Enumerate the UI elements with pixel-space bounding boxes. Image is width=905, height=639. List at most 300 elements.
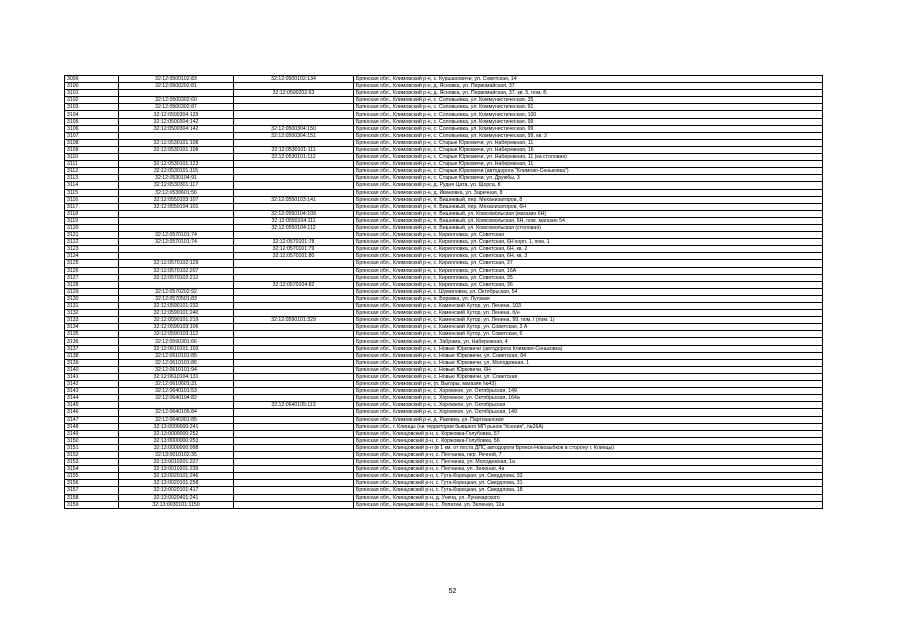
related-cadastral-number-cell [234,437,354,444]
cadastral-number-cell: 32:13:0000000:241 [119,423,234,430]
table-row [65,260,823,267]
row-number-cell: 3154 [65,466,119,473]
row-number-cell: 3129 [65,288,119,295]
row-number-cell: 3107 [65,132,119,139]
related-cadastral-number-cell [234,303,354,310]
table-row [65,303,823,310]
cadastral-number-cell: 32:13:0010102:35 [119,451,234,458]
related-cadastral-number-cell [234,168,354,175]
cadastral-number-cell: 32:13:0000000:998 [119,444,234,451]
table-row [65,310,823,317]
cadastral-number-cell: 32:13:0020101:246 [119,473,234,480]
address-cell: Брянская обл., Климовский р-н, с. Соловьевка, ул. Коммунистическая, 100 [354,111,823,118]
table-row [65,154,823,161]
row-number-cell: 3112 [65,168,119,175]
table-row [65,104,823,111]
address-cell: Брянская обл., Климовский р-н, с. Соловьевка, ул. Коммунистическая, 91 [354,104,823,111]
table-row [65,90,823,97]
table-row [65,444,823,451]
table-row [65,125,823,132]
row-number-cell: 3144 [65,395,119,402]
row-number-cell: 3156 [65,480,119,487]
table-row [65,487,823,494]
address-cell: Брянская обл., Климовский р-н, п. Забрама, ул. Набережная, 4 [354,338,823,345]
row-number-cell: 3126 [65,267,119,274]
row-number-cell: 3147 [65,416,119,423]
row-number-cell: 3148 [65,423,119,430]
cadastral-number-cell: 32:12:0640101:53 [119,388,234,395]
table-row [65,331,823,338]
cadastral-number-cell: 32:12:0500304:129 [119,111,234,118]
cadastral-number-cell: 32:12:0570102:207 [119,267,234,274]
address-cell: Брянская обл., Климовский р-н, п. Вишневый, ул. Комсомольская (магазин 6Н) [354,210,823,217]
row-number-cell: 3142 [65,381,119,388]
cadastral-number-cell: 32:12:0570101:74 [119,232,234,239]
related-cadastral-number-cell [234,104,354,111]
table-row [65,182,823,189]
address-cell: Брянская обл., Климовский р-н, с. Старые Юрковичи, ул. Набережная, 11 (ка столовая) [354,154,823,161]
row-number-cell: 3110 [65,154,119,161]
row-number-cell: 3138 [65,352,119,359]
related-cadastral-number-cell [234,366,354,373]
page-number: 52 [448,588,457,595]
address-cell: Брянская обл., Климовский р-н, с. Старые Юрковичи, ул. Дружбы, 3 [354,175,823,182]
address-cell: Брянская обл., Климовский р-н, д. Ивановка, ул. Заречная, 8 [354,189,823,196]
related-cadastral-number-cell [234,175,354,182]
related-cadastral-number-cell [234,416,354,423]
related-cadastral-number-cell [234,267,354,274]
address-cell: Брянская обл., Климовский р-н, с. Старые Юрковичи, ул. Набережная, 11 [354,161,823,168]
registry-sheet [64,75,823,509]
cadastral-number-cell: 32:12:0570101:74 [119,239,234,246]
table-row [65,274,823,281]
row-number-cell: 3143 [65,388,119,395]
table-row [65,232,823,239]
table-row [65,111,823,118]
related-cadastral-number-cell: 32:12:0530101:111 [234,146,354,153]
related-cadastral-number-cell [234,189,354,196]
table-row [65,210,823,217]
table-row [65,168,823,175]
address-cell: Брянская обл., Климовский р-н, (п. Выгоры, магазин №43) [354,381,823,388]
related-cadastral-number-cell [234,473,354,480]
related-cadastral-number-cell [234,161,354,168]
address-cell: Брянская обл., Клинцовский р-н, с. Гута-Корецкая, ул. Свердлова, 18 [354,487,823,494]
row-number-cell: 3120 [65,224,119,231]
related-cadastral-number-cell: 32:12:0550104:112 [234,224,354,231]
address-cell: Брянская обл., Климовский р-н, с. Каменский Хутор, ул. Ленина, 99, пом. I (пом. 1) [354,317,823,324]
address-cell: Брянская обл., Климовский р-н, с. Старые Юрковичи, ул. Набережная, 16 [354,146,823,153]
table-row [65,359,823,366]
cadastral-number-cell: 32:12:0570102:129 [119,260,234,267]
table-row [65,402,823,409]
cadastral-number-cell: 32:12:0610101:86 [119,359,234,366]
table-row [65,430,823,437]
address-cell: Брянская обл., Клинцовский р-н, с. Коржовка-Голубовка, 56 [354,437,823,444]
cadastral-number-cell: 32:12:0500202:81 [119,83,234,90]
address-cell: Брянская обл., Климовский р-н, с. Кирилловка, ул. Советская, 6Н, кв. 3 [354,253,823,260]
row-number-cell: 3137 [65,345,119,352]
row-number-cell: 3099 [65,76,119,83]
address-cell: Брянская обл., Климовский р-н, с. Кирилловка, ул. Советская [354,232,823,239]
address-cell: Брянская обл., Климовский р-н, с. Соловьевка, ул. Коммунистическая, 99 [354,118,823,125]
row-number-cell: 3105 [65,118,119,125]
table-row [65,132,823,139]
related-cadastral-number-cell: 32:12:0550104:111 [234,217,354,224]
row-number-cell: 3151 [65,444,119,451]
address-cell: Брянская обл., Клинцовский р-н, с. Гута-Корецкая, ул. Свердлова, 33 [354,473,823,480]
table-row [65,76,823,83]
cadastral-number-cell: 32:12:0610101:85 [119,352,234,359]
cadastral-number-cell: 32:12:0610101:103 [119,345,234,352]
row-number-cell: 3139 [65,359,119,366]
cadastral-number-cell: 32:12:0590101:232 [119,303,234,310]
address-cell: Брянская обл., Климовский р-н, с. Хоромное, ул. Октябрьская, 149 [354,409,823,416]
row-number-cell: 3113 [65,175,119,182]
row-number-cell: 3106 [65,125,119,132]
row-number-cell: 3104 [65,111,119,118]
cadastral-number-cell: 32:13:0010201:227 [119,459,234,466]
cadastral-number-cell [119,402,234,409]
cadastral-number-cell: 32:12:0530101:108 [119,146,234,153]
related-cadastral-number-cell [234,494,354,501]
cadastral-number-cell [119,281,234,288]
related-cadastral-number-cell [234,359,354,366]
row-number-cell: 3155 [65,473,119,480]
address-cell: Брянская обл., Климовский р-н, д. Рудня Цата, ул. Щорса, 8 [354,182,823,189]
row-number-cell: 3111 [65,161,119,168]
table-row [65,224,823,231]
table-row [65,118,823,125]
address-cell: Брянская обл., Климовский р-н, с. Каменский Хутор, ул. Советская, 6 [354,331,823,338]
address-cell: Брянская обл., Клинцовский р-н, с. Песчанка, пер. Речной, 7 [354,451,823,458]
table-row [65,267,823,274]
address-cell: Брянская обл., Клинцовский р-н, с. Лопатни, ул. Зеленая, 12а [354,501,823,508]
related-cadastral-number-cell: 32:12:0570101:78 [234,239,354,246]
cadastral-number-cell: 32:12:0500302:60 [119,97,234,104]
cadastral-number-cell [119,246,234,253]
address-cell: Брянская обл., Климовский р-н, с. Кирилловка, ул. Советская, 6Н корп. 1, пом. 1 [354,239,823,246]
row-number-cell: 3102 [65,97,119,104]
cadastral-number-cell: 32:13:0020101:258 [119,480,234,487]
table-row [65,253,823,260]
row-number-cell: 3124 [65,253,119,260]
address-cell: Брянская обл., Климовский р-н, с. Старые Юрковичи, ул. Набережная, 11 [354,139,823,146]
table-row [65,409,823,416]
related-cadastral-number-cell [234,451,354,458]
cadastral-number-cell [119,90,234,97]
row-number-cell: 3123 [65,246,119,253]
row-number-cell: 3149 [65,430,119,437]
related-cadastral-number-cell [234,487,354,494]
row-number-cell: 3140 [65,366,119,373]
address-cell: Брянская обл., Климовский р-н, п. Вишневый, пер. Механизаторов, 8 [354,196,823,203]
cadastral-number-cell: 32:12:0530101:123 [119,161,234,168]
related-cadastral-number-cell: 32:12:0500202:63 [234,90,354,97]
row-number-cell: 3119 [65,217,119,224]
address-cell: Брянская обл., Клинцовский р-н, с. Песчанка, ул. Зеленая, 4а [354,466,823,473]
cadastral-number-cell: 32:12:0530104:91 [119,175,234,182]
table-row [65,97,823,104]
row-number-cell: 3100 [65,83,119,90]
cadastral-number-cell: 32:12:0500102:83 [119,76,234,83]
related-cadastral-number-cell: 32:12:0530101:112 [234,154,354,161]
row-number-cell: 3118 [65,210,119,217]
address-cell: Брянская обл., Климовский р-н, п. Боровка, ул. Луговая [354,295,823,302]
related-cadastral-number-cell [234,324,354,331]
related-cadastral-number-cell [234,274,354,281]
table-row [65,295,823,302]
row-number-cell: 3121 [65,232,119,239]
address-cell: Брянская обл., Климовский р-н, п. Вишневый, ул. Комсомольская (столовая) [354,224,823,231]
cadastral-number-cell: 32:13:0000000:252 [119,430,234,437]
related-cadastral-number-cell: 32:12:0590101:329 [234,317,354,324]
related-cadastral-number-cell [234,260,354,267]
cadastral-number-cell: 32:12:0530301:117 [119,182,234,189]
row-number-cell: 3130 [65,295,119,302]
cadastral-number-cell [119,132,234,139]
related-cadastral-number-cell [234,444,354,451]
cadastral-number-cell: 32:12:0570102:212 [119,274,234,281]
row-number-cell: 3153 [65,459,119,466]
table-row [65,324,823,331]
cadastral-number-cell: 32:13:0020101:417 [119,487,234,494]
table-row [65,338,823,345]
related-cadastral-number-cell: 32:12:0570101:80 [234,253,354,260]
related-cadastral-number-cell [234,373,354,380]
address-cell: Брянская обл., Клинцовский р-н (в 1 км. от поста ДПС автодороги Брянск-Новозыбков в сторону г. Клинцы) [354,444,823,451]
table-row [65,175,823,182]
cadastral-number-cell: 32:12:0570501:83 [119,295,234,302]
row-number-cell: 3159 [65,501,119,508]
row-number-cell: 3109 [65,146,119,153]
related-cadastral-number-cell [234,310,354,317]
related-cadastral-number-cell: 32:12:0570104:82 [234,281,354,288]
table-row [65,217,823,224]
cadastral-number-cell: 32:12:0640105:84 [119,409,234,416]
row-number-cell: 3108 [65,139,119,146]
cadastral-number-cell: 32:12:0590101:240 [119,310,234,317]
table-row [65,501,823,508]
row-number-cell: 3146 [65,409,119,416]
cadastral-number-cell: 32:12:0610104:131 [119,373,234,380]
row-number-cell: 3136 [65,338,119,345]
cadastral-number-cell [119,210,234,217]
cadastral-number-cell: 32:12:0590103:112 [119,331,234,338]
cadastral-number-cell: 32:13:0010201:239 [119,466,234,473]
table-row [65,473,823,480]
row-number-cell: 3115 [65,189,119,196]
related-cadastral-number-cell [234,288,354,295]
address-cell: Брянская обл., Климовский р-н, с. Куршановичи, ул. Советская, 14 [354,76,823,83]
cadastral-number-cell: 32:12:0590101:219 [119,317,234,324]
table-row [65,388,823,395]
table-row [65,395,823,402]
cadastral-number-cell [119,154,234,161]
related-cadastral-number-cell: 32:12:0500304:150 [234,125,354,132]
address-cell: Брянская обл., Климовский р-н, с. Шумиловка, ул. Октябрьская, 54 [354,288,823,295]
address-cell: Брянская обл., Климовский р-н, с. Кирилловка, ул. Советская, 37 [354,260,823,267]
related-cadastral-number-cell [234,480,354,487]
address-cell: Брянская обл., Климовский р-н, с. Кирилловка, ул. Советская, 6Н, кв. 2 [354,246,823,253]
row-number-cell: 3103 [65,104,119,111]
row-number-cell: 3131 [65,303,119,310]
related-cadastral-number-cell: 32:12:0640105:113 [234,402,354,409]
related-cadastral-number-cell [234,352,354,359]
address-cell: Брянская обл., Климовский р-н, с. Хоромное, ул. Октябрьская, 149 [354,388,823,395]
address-cell: Брянская обл., Климовский р-н, с. Каменский Хутор, ул. Ленина, б/н [354,310,823,317]
table-row [65,239,823,246]
cadastral-number-cell: 32:12:0590301:66 [119,338,234,345]
address-cell: Брянская обл., Климовский р-н, п. Вишневый, ул. Комсомольская, 6Н, пом. магазин 54 [354,217,823,224]
table-row [65,459,823,466]
table-row [65,437,823,444]
related-cadastral-number-cell: 32:12:0500102:134 [234,76,354,83]
address-cell: Брянская обл., Клинцовский р-н, с. Песчанка, ул. Молодежная, 1а [354,459,823,466]
address-cell: Брянская обл., Климовский р-н, п. Вишневый, пер. Механизаторов, 6Н [354,203,823,210]
related-cadastral-number-cell [234,338,354,345]
cadastral-number-cell [119,253,234,260]
address-cell: Брянская обл., Клинцовский р-н, д. Унеча, ул. Луначарского [354,494,823,501]
row-number-cell: 3145 [65,402,119,409]
related-cadastral-number-cell [234,203,354,210]
table-row [65,317,823,324]
address-cell: Брянская обл., Климовский р-н, с. Хоромное, ул. Октябрьская, 164а [354,395,823,402]
address-cell: Брянская обл., Климовский р-н, с. Новые Юрковичи, 6Н [354,366,823,373]
address-cell: Брянская обл., Климовский р-н, д. Ясновка, ул. Первомайская, 37, кв. 5, пом. Б [354,90,823,97]
row-number-cell: 3132 [65,310,119,317]
table-row [65,480,823,487]
cadastral-number-cell: 32:12:0640301:85 [119,416,234,423]
registry-table-body [65,76,823,509]
row-number-cell: 3152 [65,451,119,458]
related-cadastral-number-cell [234,232,354,239]
related-cadastral-number-cell [234,83,354,90]
address-cell: Брянская обл., Климовский р-н, с. Старые Юрковичи (автодорога "Климово-Сеньковка") [354,168,823,175]
table-row [65,381,823,388]
address-cell: Брянская обл., Климовский р-н, с. Новые Юрковичи (автодорога Климово-Сеньковка) [354,345,823,352]
cadastral-number-cell: 32:12:0590103:106 [119,324,234,331]
address-cell: Брянская обл., Климовский р-н, с. Новые Юрковичи, ул. Молодежная, 1 [354,359,823,366]
row-number-cell: 3117 [65,203,119,210]
related-cadastral-number-cell [234,430,354,437]
related-cadastral-number-cell [234,295,354,302]
cadastral-number-cell: 32:12:0500304:142 [119,118,234,125]
cadastral-number-cell: 32:13:0030101:1150 [119,501,234,508]
cadastral-number-cell: 32:12:0500302:87 [119,104,234,111]
table-row [65,139,823,146]
related-cadastral-number-cell [234,118,354,125]
table-row [65,203,823,210]
cadastral-number-cell: 32:12:0570202:92 [119,288,234,295]
cadastral-number-cell: 32:12:0610101:94 [119,366,234,373]
row-number-cell: 3101 [65,90,119,97]
cadastral-number-cell: 32:12:0530101:115 [119,168,234,175]
table-row [65,366,823,373]
table-row [65,373,823,380]
related-cadastral-number-cell [234,139,354,146]
row-number-cell: 3127 [65,274,119,281]
related-cadastral-number-cell: 32:12:0550103:141 [234,196,354,203]
address-cell: Брянская обл., Климовский р-н, с. Новые Юрковичи, ул. Советская [354,373,823,380]
row-number-cell: 3125 [65,260,119,267]
related-cadastral-number-cell: 32:12:0550104:109 [234,210,354,217]
address-cell: Брянская обл., Климовский р-н, д. Раковка, ул. Партизанская [354,416,823,423]
table-row [65,352,823,359]
row-number-cell: 3158 [65,494,119,501]
address-cell: Брянская обл., Клинцовский р-н, с. Гута-Корецкая, ул. Свердлова, 31 [354,480,823,487]
address-cell: Брянская обл., Климовский р-н, д. Ясновка, ул. Первомайская, 37 [354,83,823,90]
row-number-cell: 3116 [65,196,119,203]
table-row [65,494,823,501]
cadastral-number-cell: 32:12:0530601:56 [119,189,234,196]
address-cell: Брянская обл., Климовский р-н, с. Новые Юрковичи, ул. Советская, 84 [354,352,823,359]
address-cell: Брянская обл., г. Клинцы (на территории бывшего МП рынок "Ксения", №26А) [354,423,823,430]
related-cadastral-number-cell [234,381,354,388]
table-row [65,345,823,352]
related-cadastral-number-cell [234,388,354,395]
table-row [65,281,823,288]
cadastral-number-cell [119,217,234,224]
address-cell: Брянская обл., Клинцовский р-н, с. Коржовка-Голубовка, 57 [354,430,823,437]
table-row [65,423,823,430]
related-cadastral-number-cell [234,111,354,118]
table-row [65,288,823,295]
address-cell: Брянская обл., Климовский р-н, с. Кирилловка, ул. Советская, 36 [354,281,823,288]
row-number-cell: 3141 [65,373,119,380]
related-cadastral-number-cell [234,466,354,473]
related-cadastral-number-cell: 32:12:0500304:151 [234,132,354,139]
row-number-cell: 3133 [65,317,119,324]
row-number-cell: 3122 [65,239,119,246]
address-cell: Брянская обл., Климовский р-н, с. Каменский Хутор, ул. Ленина, 103 [354,303,823,310]
table-row [65,189,823,196]
related-cadastral-number-cell [234,97,354,104]
row-number-cell: 3114 [65,182,119,189]
row-number-cell: 3150 [65,437,119,444]
row-number-cell: 3134 [65,324,119,331]
table-row [65,416,823,423]
address-cell: Брянская обл., Климовский р-н, с. Соловьевка, ул. Коммунистическая, 99 [354,125,823,132]
cadastral-number-cell [119,224,234,231]
related-cadastral-number-cell: 32:12:0570101:79 [234,246,354,253]
address-cell: Брянская обл., Климовский р-н, с. Каменский Хутор, ул. Советская, 3 А [354,324,823,331]
cadastral-number-cell: 32:12:0550103:107 [119,196,234,203]
related-cadastral-number-cell [234,345,354,352]
cadastral-number-cell: 32:12:0550104:101 [119,203,234,210]
related-cadastral-number-cell [234,182,354,189]
cadastral-number-cell: 32:12:0640104:82 [119,395,234,402]
row-number-cell: 3157 [65,487,119,494]
address-cell: Брянская обл., Климовский р-н, с. Кирилловка, ул. Советская, 16А [354,267,823,274]
table-row [65,196,823,203]
table-row [65,466,823,473]
cadastral-number-cell: 32:12:0500304:142 [119,125,234,132]
cadastral-number-cell: 32:12:0610601:31 [119,381,234,388]
related-cadastral-number-cell [234,459,354,466]
cadastral-number-cell: 32:13:0020401:241 [119,494,234,501]
table-row [65,161,823,168]
related-cadastral-number-cell [234,423,354,430]
related-cadastral-number-cell [234,409,354,416]
address-cell: Брянская обл., Климовский р-н, с. Хоромное, ул. Октябрьская [354,402,823,409]
row-number-cell: 3128 [65,281,119,288]
address-cell: Брянская обл., Климовский р-н, с. Кирилловка, ул. Советская, 35 [354,274,823,281]
related-cadastral-number-cell [234,501,354,508]
address-cell: Брянская обл., Климовский р-н, с. Соловьевка, ул. Коммунистическая, 35 [354,97,823,104]
cadastral-number-cell: 32:13:0000000:253 [119,437,234,444]
related-cadastral-number-cell [234,331,354,338]
